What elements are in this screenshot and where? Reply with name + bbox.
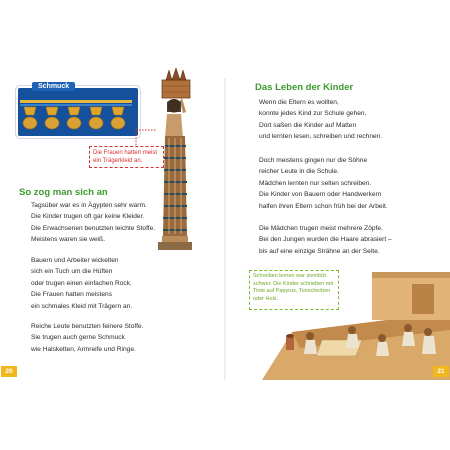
right-paragraph-3: Die Mädchen trugen meist mehrere Zöpfe. Bei den Jungen wurden die Haare abrasiert – bis auf eine einzige Strähne an der Seite. — [259, 225, 392, 255]
jewelry-label: Schmuck — [32, 82, 75, 91]
page-number-left: 20 — [1, 366, 17, 377]
left-paragraph-3: Reiche Leute benutzten feinere Stoffe. Sie trugen auch gerne Schmuck wie Halsketten, Armreife und Ringe. — [31, 323, 144, 353]
page-number-right: 21 — [433, 366, 449, 377]
left-paragraph-1: Tagsüber war es in Ägypten sehr warm. Die Kinder trugen oft gar keine Kleider. Die Erwachsenen benutzten leichte Stoffe. Meistens waren sie weiß. — [31, 202, 156, 244]
right-paragraph-1: Wenn die Eltern es wollten, konnte jedes Kind zur Schule gehen. Dort saßen die Kinder auf Matten und lernten lesen, schreiben und rechnen. — [259, 99, 383, 141]
left-heading: So zog man sich an — [19, 187, 108, 198]
right-heading: Das Leben der Kinder — [255, 82, 354, 93]
right-paragraph-2: Doch meistens gingen nur die Söhne reicher Leute in die Schule. Mädchen lernten nur selten schreiben. Die Kinder von Bauern oder Handwerkern halfen ihren Eltern schon früh bei der Arbeit. — [259, 157, 388, 210]
book-gutter — [224, 78, 226, 380]
left-paragraph-2: Bauern und Arbeiter wickelten sich ein Tuch um die Hüften oder trugen einen einfachen Rock. Die Frauen hatten meistens ein schmales Kleid mit Trägern an. — [31, 257, 133, 310]
writing-caption: Schreiben lernen war ziemlich schwer. Die Kinder schrieben mit Tinte auf Papyrus, Tonscherben oder Holz. — [249, 270, 339, 310]
dress-caption: Die Frauen hatten meist ein Trägerkleid an. — [89, 146, 164, 168]
necklace-illustration — [18, 96, 134, 132]
